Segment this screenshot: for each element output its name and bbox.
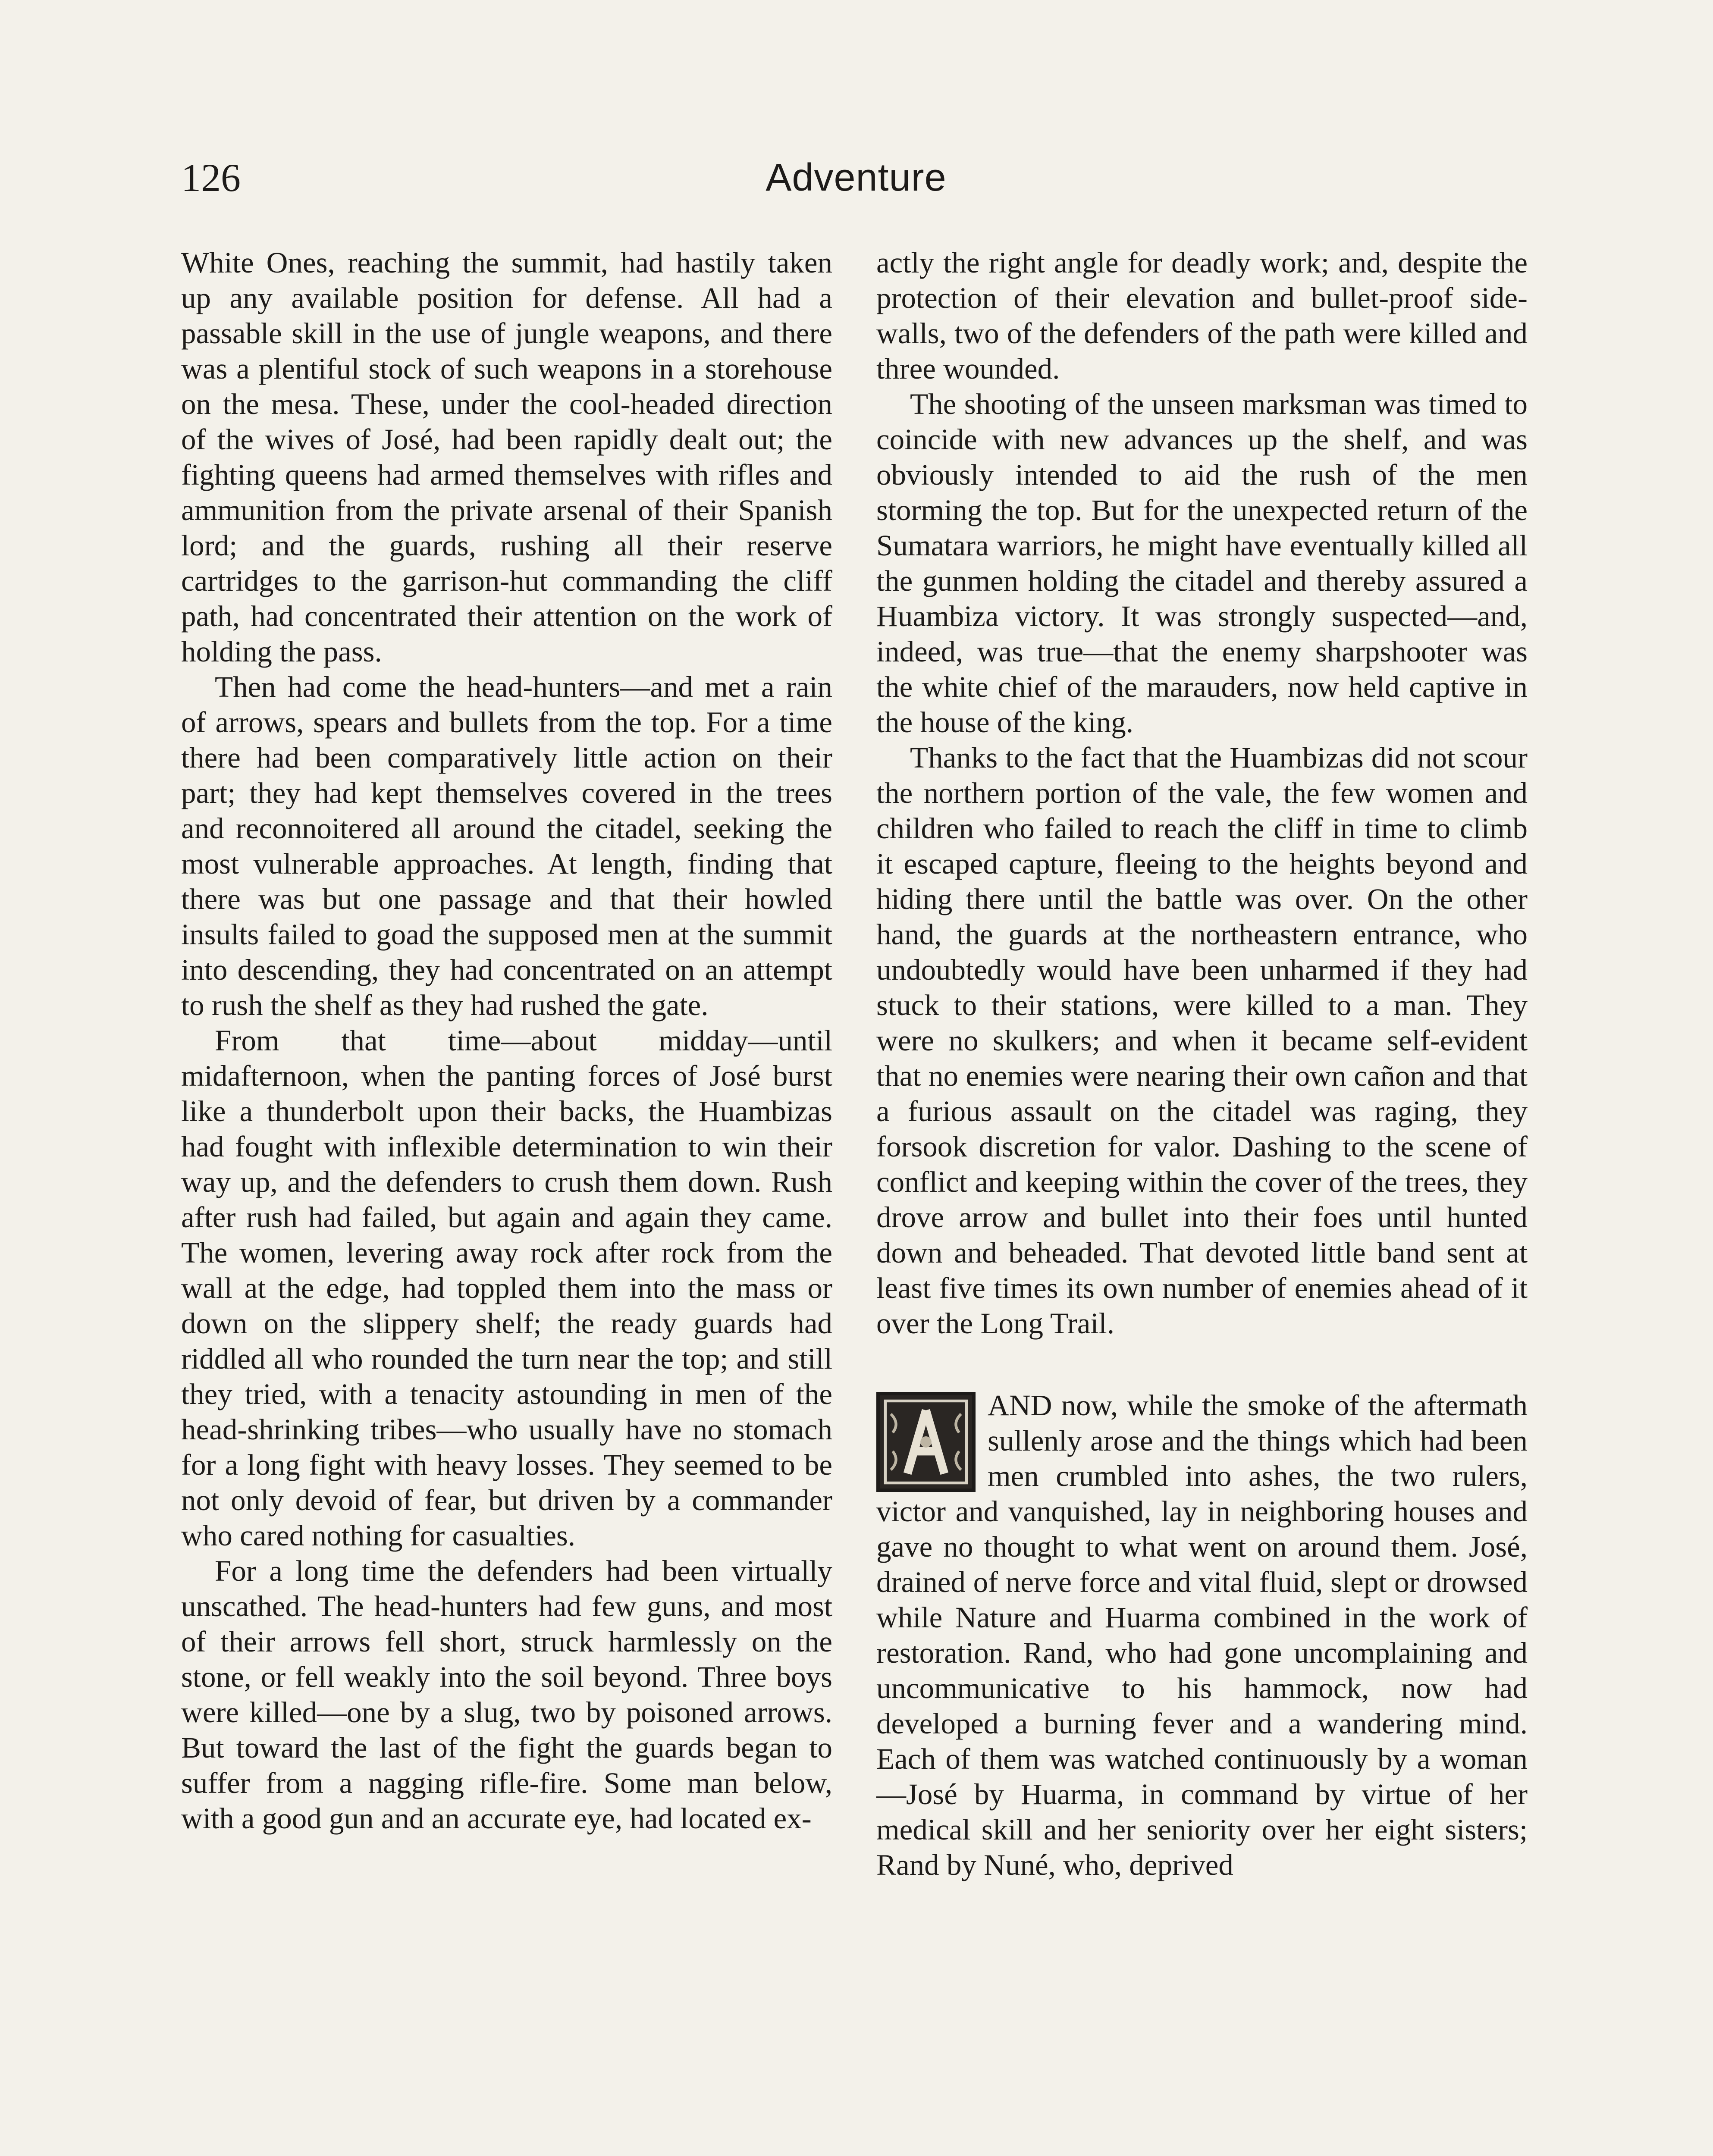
section-text: while the smoke of the aftermath sullenly arose and the things which had been men crumbled into ashes, the two rulers, victor and vanquished, lay in neighboring houses and gave no thought to what went on around them. José, drained of nerve force and vital fluid, slept or drowsed while Nature and Huarma combined in the work of restoration. Rand, who had gone uncomplaining and uncommunicative to his hammock, now had developed a burning fever and a wandering mind. Each of them was watched continuously by a woman—José by Huarma, in command by virtue of her medical skill and her seniority over her eight sisters; Rand by Nuné, who, deprived (876, 1389, 1528, 1881)
section-paragraph (876, 1388, 1528, 1883)
page-header (181, 152, 1531, 212)
right-column (876, 245, 1528, 1883)
section-first-words: AND now, (988, 1389, 1118, 1422)
paragraph: White Ones, reaching the summit, had hastily taken up any available position for defense. All had a passable skill in the use of jungle weapons, and there was a plentiful stock of such weapons in a storehouse on the mesa. These, under the cool-headed direction of the wives of José, had been rapidly dealt out; the fighting queens had armed themselves with rifles and ammunition from the private arsenal of their Spanish lord; and the guards, rushing all their reserve cartridges to the garrison-hut commanding the cliff path, had concentrated their attention on the work of holding the pass. (181, 246, 832, 668)
paragraph: From that time—about midday—until midafternoon, when the panting forces of José burst like a thunderbolt upon their backs, the Huambizas had fought with inflexible determination to win their way up, and the defenders to crush them down. Rush after rush had failed, but again and again they came. The women, levering away rock after rock from the wall at the edge, had toppled them into the mass or down on the slippery shelf; the ready guards had riddled all who rounded the turn near the top; and still they tried, with a tenacity astounding in men of the head-shrinking tribes—who usually have no stomach for a long fight with heavy losses. They seemed to be not only devoid of fear, but driven by a commander who cared nothing for casualties. (181, 1024, 832, 1552)
paragraph: Thanks to the fact that the Huambizas did not scour the northern portion of the vale, the few women and children who failed to reach the cliff in time to climb it escaped capture, fleeing to the heights beyond and hiding there until the battle was over. On the other hand, the guards at the northeastern entrance, who undoubtedly would have been unharmed if they had stuck to their stations, were killed to a man. They were no skulkers; and when it became self-evident that no enemies were nearing their own cañon and that a furious assault on the citadel was raging, they forsook discretion for valor. Dashing to the scene of conflict and keeping within the cover of the trees, they drove arrow and bullet into their foes until hunted down and beheaded. That devoted little band sent at least five times its own number of enemies ahead of it over the Long Trail. (876, 741, 1528, 1340)
paragraph: actly the right angle for deadly work; and, despite the protection of their elevation and bullet-proof side-walls, two of the defenders of the path were killed and three wounded. (876, 246, 1528, 385)
ornament-icon (880, 1395, 972, 1489)
running-head-title: Adventure (766, 156, 947, 199)
paragraph: For a long time the defenders had been virtually unscathed. The head-hunters had few guns, and most of their arrows fell short, struck harmlessly on the stone, or fell weakly into the soil beyond. Three boys were killed—one by a slug, two by poisoned arrows. But toward the last of the fight the guards began to suffer from a nagging rifle-fire. Some man below, with a good gun and an accurate eye, had located ex- (181, 1554, 832, 1835)
page-number: 126 (181, 156, 241, 200)
decorative-initial-a (876, 1392, 976, 1492)
paragraph: The shooting of the unseen marksman was timed to coincide with new advances up the shelf, and was obviously intended to aid the rush of the men storming the top. But for the unexpected return of the Sumatara warriors, he might have eventually killed all the gunmen holding the citadel and thereby assured a Huambiza victory. It was strongly suspected—and, indeed, was true—that the enemy sharpshooter was the white chief of the marauders, now held captive in the house of the king. (876, 388, 1528, 739)
paragraph: Then had come the head-hunters—and met a rain of arrows, spears and bullets from the top. For a time there had been comparatively little action on their part; they had kept themselves covered in the trees and reconnoitered all around the citadel, seeking the most vulnerable approaches. At length, finding that there was but one passage and that their howled insults failed to goad the supposed men at the summit into descending, they had concentrated on an attempt to rush the shelf as they had rushed the gate. (181, 671, 832, 1022)
left-column (181, 245, 832, 1836)
